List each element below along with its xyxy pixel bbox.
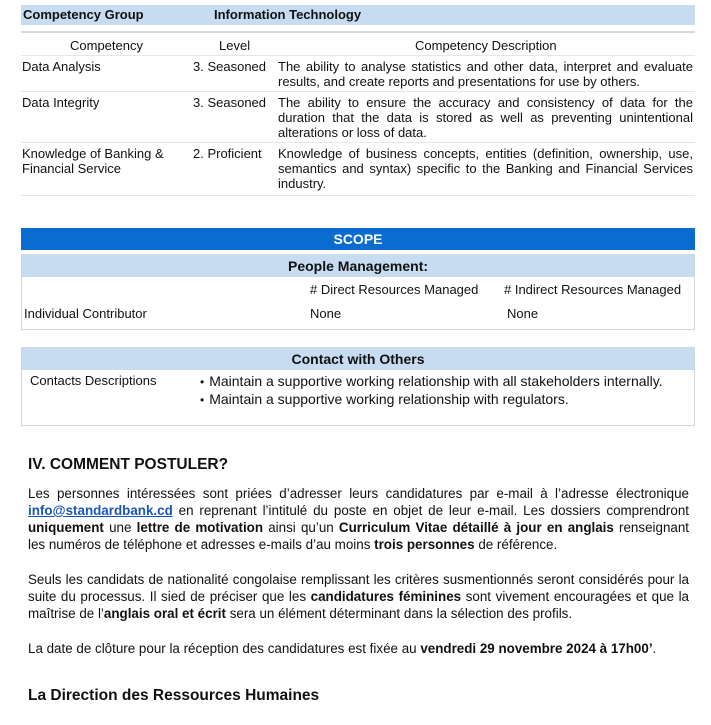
- text: Les personnes intéressées sont priées d’adresser leurs candidatures par e-mail à l’adresse électronique: [28, 486, 689, 501]
- emphasis: lettre de motivation: [136, 520, 264, 535]
- competency-description: The ability to ensure the accuracy and consistency of data for the duration that the data is stored as well as preventing unintentional alterations or loss of data.: [278, 95, 693, 140]
- competency-level: 3. Seasoned: [193, 95, 267, 110]
- email-link[interactable]: info@standardbank.cd: [28, 503, 173, 518]
- paragraph-eligibility: [28, 571, 689, 622]
- competency-table: [21, 31, 695, 196]
- header-description: Competency Description: [415, 38, 557, 53]
- emphasis: candidatures féminines: [310, 589, 462, 604]
- list-item: • Maintain a supportive working relationship with all stakeholders internally.: [200, 373, 663, 391]
- emphasis: trois personnes: [374, 537, 475, 552]
- text: ainsi qu’un: [263, 520, 339, 535]
- text: en reprenant l’intitulé du poste en objet de leur e-mail. Les dossiers comprendront: [172, 503, 689, 518]
- competency-table-header: [21, 33, 695, 56]
- indirect-resources-value: None: [507, 306, 539, 321]
- section-title: IV. COMMENT POSTULER?: [28, 456, 229, 473]
- indirect-resources-header: # Indirect Resources Managed: [504, 282, 682, 297]
- competency-name: Data Integrity: [22, 95, 100, 110]
- competency-level: 3. Seasoned: [193, 59, 267, 74]
- text: La date de clôture pour la réception des candidatures est fixée au: [28, 641, 421, 656]
- competency-group-label: Competency Group: [23, 7, 144, 22]
- list-item: • Maintain a supportive working relationship with regulators.: [200, 391, 663, 409]
- text: sera un élément déterminant dans la sélection des profils.: [225, 606, 573, 621]
- text: Seuls les candidats de nationalité congolaise remplissant les critères susmentionnés seront considérés pour la suite du processus. Il sied de préciser que les: [28, 572, 689, 604]
- header-competency: Competency: [70, 38, 143, 53]
- contact-with-others-box: [21, 347, 695, 426]
- competency-description: Knowledge of business concepts, entities (definition, ownership, use, semantics and syntax) specific to the Banking and Financial Services industry.: [278, 146, 693, 191]
- people-management-title: People Management:: [22, 255, 694, 277]
- header-level: Level: [219, 38, 251, 53]
- competency-description: The ability to analyse statistics and other data, interpret and evaluate results, and create reports and presentations for use by others.: [278, 59, 693, 89]
- text: une: [103, 520, 137, 535]
- contact-with-others-title: Contact with Others: [22, 348, 694, 370]
- text: .: [652, 641, 657, 656]
- paragraph-application: [28, 485, 689, 553]
- emphasis: Curriculum Vitae détaillé à jour en anglais: [338, 520, 614, 535]
- contacts-descriptions-label: Contacts Descriptions: [30, 373, 157, 388]
- text: renseignant les numéros de téléphone et adresses e-mails d’au moins: [28, 520, 690, 552]
- role-type: Individual Contributor: [24, 306, 147, 321]
- competency-level: 2. Proficient: [193, 146, 262, 161]
- paragraph-deadline: [28, 640, 689, 657]
- text: de référence.: [474, 537, 558, 552]
- table-row: [21, 143, 695, 196]
- scope-title: SCOPE: [21, 228, 695, 250]
- direct-resources-header: # Direct Resources Managed: [310, 282, 479, 297]
- signature: La Direction des Ressources Humaines: [28, 687, 320, 704]
- table-row: [21, 56, 695, 92]
- emphasis: uniquement: [28, 520, 104, 535]
- emphasis: anglais oral et écrit: [103, 606, 226, 621]
- competency-group-header: [21, 5, 695, 25]
- deadline-date: vendredi 29 novembre 2024 à 17h00’: [420, 641, 653, 656]
- competency-name: Knowledge of Banking & Financial Service: [22, 146, 164, 176]
- table-row: [21, 92, 695, 143]
- competency-name: Data Analysis: [22, 59, 101, 74]
- text: sont vivement encouragées et que la maîtrise de l’: [28, 589, 690, 621]
- people-management-box: [21, 254, 695, 330]
- competency-group-value: Information Technology: [214, 7, 362, 22]
- direct-resources-value: None: [310, 306, 342, 321]
- contacts-list: [200, 373, 663, 409]
